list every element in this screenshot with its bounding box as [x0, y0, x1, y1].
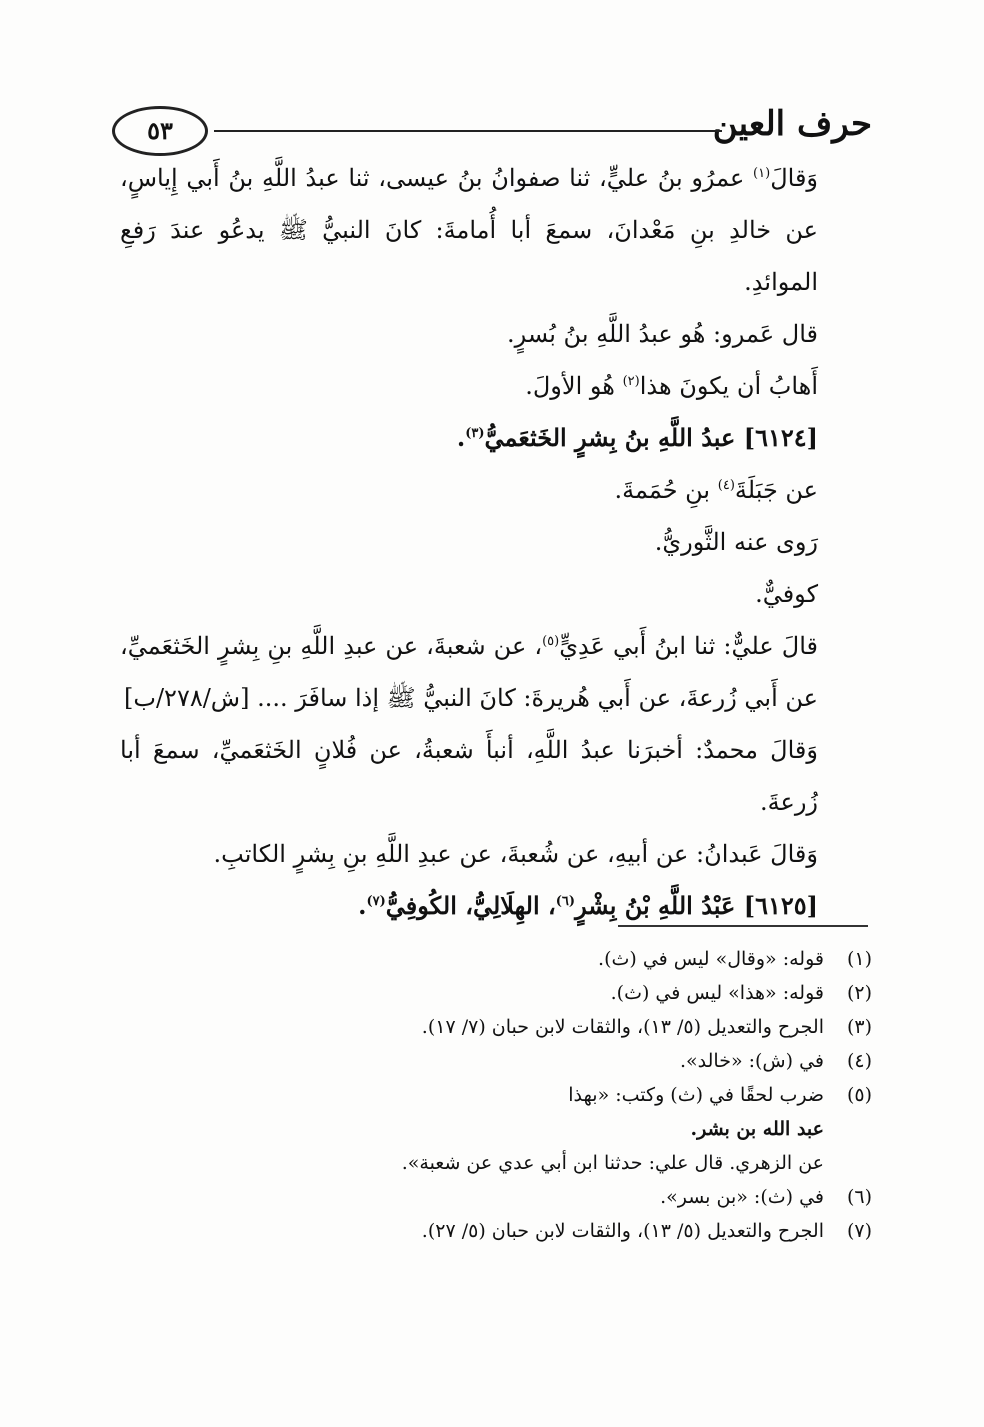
paragraph [120, 516, 870, 568]
main-text [120, 152, 870, 932]
paragraph [120, 620, 870, 724]
footnote [120, 1214, 872, 1248]
text: بنِ حُمَمةَ. [614, 476, 718, 504]
footnote-divider [618, 925, 868, 927]
text: كوفيٌّ. [755, 580, 818, 608]
footnote [120, 1078, 872, 1112]
chapter-title: حرف العين [712, 104, 872, 144]
footnote [120, 942, 872, 976]
footnote-ref: (٥) [542, 634, 560, 649]
text: قالَ عليٌّ: ثنا ابنُ أَبي عَدِيٍّ [559, 632, 818, 660]
text: وَقالَ محمدٌ: أخبرَنا عبدُ اللَّهِ، أنبأَ شعبةُ، عن فُلانٍ الخَثعَميِّ، سمعَ أبا زُرعةَ. [120, 736, 818, 816]
page-header [112, 100, 872, 160]
text: وَقالَ عَبدانُ: عن أبيهِ، عن شُعبةَ، عن عبدِ اللَّهِ بنِ بِشرٍ الكاتبِ. [213, 840, 818, 868]
text: قال عَمرو: هُو عبدُ اللَّهِ بنُ بُسرٍ. [506, 320, 818, 348]
text: أَهابُ أن يكونَ هذا [639, 372, 818, 400]
paragraph [120, 828, 870, 880]
footnote [120, 1010, 872, 1044]
footnote-number: (٦) [846, 1186, 872, 1208]
footnote-number: (١) [846, 948, 872, 970]
text: [٦١٢٥] عَبْدُ اللَّهِ بْنُ بِشْرٍ [575, 891, 818, 920]
footnote-ref: (٣) [465, 426, 485, 441]
paragraph [120, 308, 870, 360]
footnote-ref: (٧) [366, 894, 386, 909]
text: رَوى عنه الثَّوريُّ. [654, 528, 818, 556]
footnote-continuation: عن الزهري. قال علي: حدثنا ابن أبي عدي عن شعبة». [401, 1152, 824, 1174]
paragraph [120, 568, 870, 620]
footnote-text: ضرب لحقًا في (ث) وكتب: «بهذا [568, 1084, 824, 1106]
text: ، الهِلَالِيُّ، الكُوفِيُّ [385, 891, 556, 920]
text: عمرُو بنُ عليٍّ، ثنا صفوانُ بنُ عيسى، ثنا عبدُ اللَّهِ بنُ أَبي إِياسٍ، عن خالدِ بنِ مَعْدانَ، سمعَ أبا أُمامةَ: كانَ النبيُّ ﷺ يدعُو عندَ رَفعِ الموائدِ. [120, 164, 818, 296]
text: . [358, 891, 367, 920]
footnote-ref: (٢) [622, 374, 640, 389]
footnote-ref: (٤) [717, 478, 735, 493]
footnote-number: (٥) [846, 1084, 872, 1106]
footnote-text: الجرح والتعديل (٥/ ١٣)، والثقات لابن حبان (٥/ ٢٧). [421, 1220, 824, 1242]
paragraph [120, 464, 870, 516]
entry-heading [120, 412, 870, 464]
footnote [120, 1044, 872, 1078]
footnote [120, 976, 872, 1010]
footnote-continuation: عبد الله بن بشر. [690, 1118, 824, 1140]
paragraph [120, 360, 870, 412]
page-number: ٥٣ [112, 106, 208, 156]
footnote-text: الجرح والتعديل (٥/ ١٣)، والثقات لابن حبان (٧/ ١٧). [421, 1016, 824, 1038]
text: عن جَبَلَةَ [734, 476, 818, 504]
footnote-text: قوله: «وقال» ليس في (ث). [598, 948, 824, 970]
footnote-text: في (ش): «خالد». [679, 1050, 824, 1072]
footnote-ref: (١) [753, 166, 771, 181]
footnote-number: (٢) [846, 982, 872, 1004]
footnotes [120, 942, 872, 1248]
footnote-number: (٧) [846, 1220, 872, 1242]
paragraph [120, 152, 870, 308]
text: ، عن شعبةَ، عن عبدِ اللَّهِ بنِ بِشرٍ الخَثعَميِّ، عن أَبي زُرعةَ، عن أَبي هُريرةَ: كانَ النبيُّ ﷺ إذا سافَرَ .... [ش/٢٧٨/ب] [120, 632, 818, 712]
text: هُو الأولَ. [525, 372, 623, 400]
text: وَقالَ [770, 164, 818, 192]
header-rule [214, 130, 722, 132]
text: . [456, 423, 466, 452]
footnote [120, 1180, 872, 1214]
text: [٦١٢٤] عبدُ اللَّهِ بنُ بِشرٍ الخَثعَميُّ [484, 423, 818, 452]
paragraph [120, 724, 870, 828]
footnote-text: قوله: «هذا» ليس في (ث). [610, 982, 824, 1004]
footnote-number: (٤) [846, 1050, 872, 1072]
footnote-text: في (ث): «بن بسر». [660, 1186, 824, 1208]
footnote-ref: (٦) [555, 894, 576, 909]
footnote-number: (٣) [846, 1016, 872, 1038]
